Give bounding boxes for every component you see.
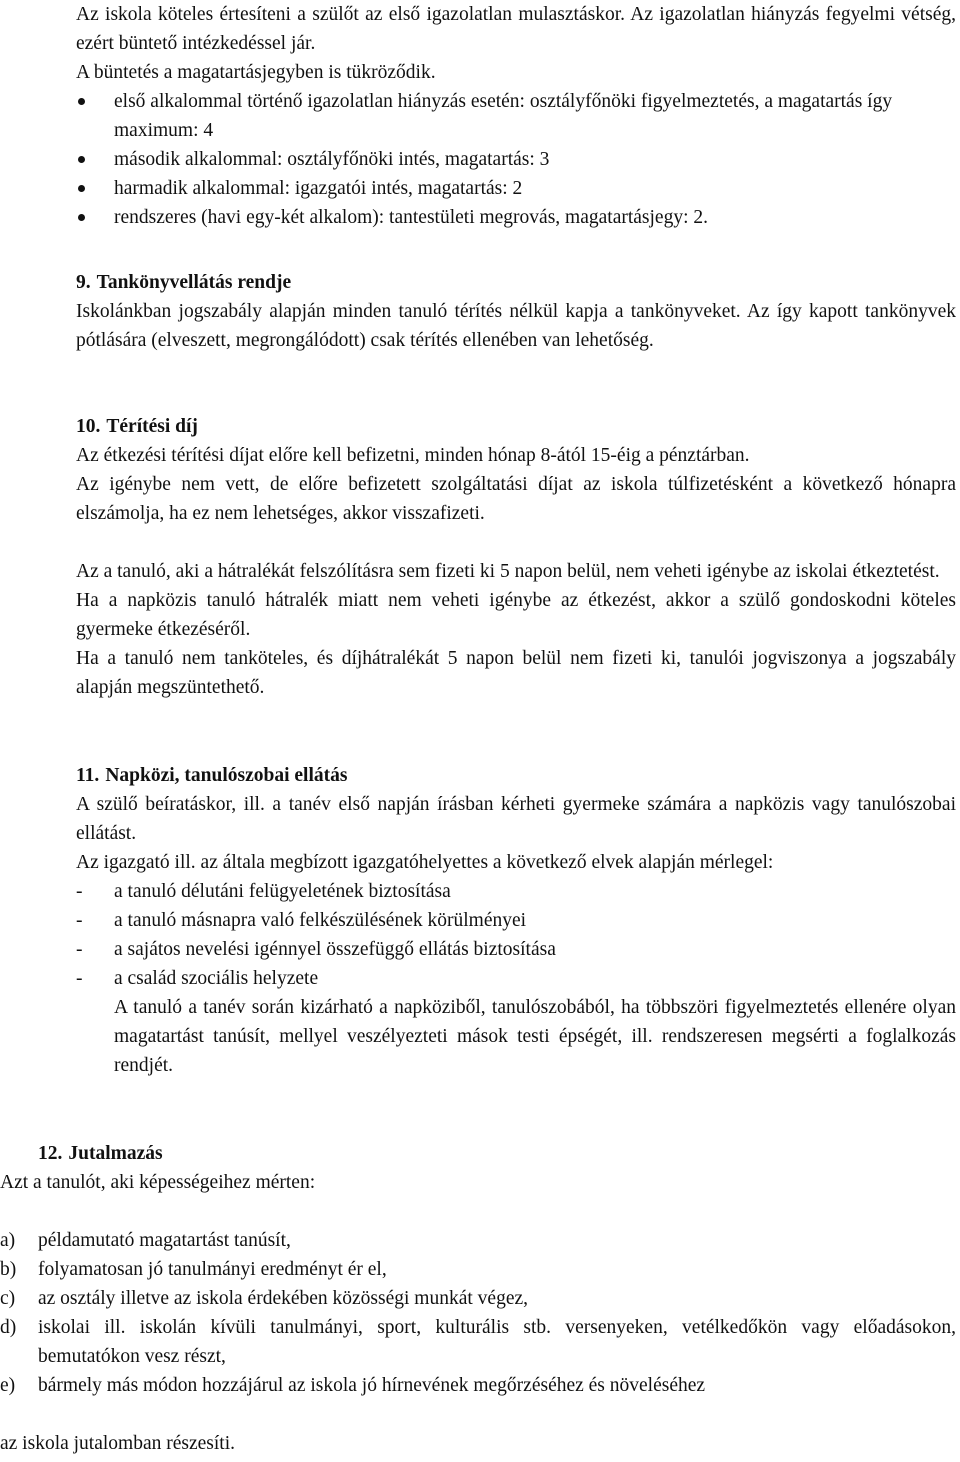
section-heading: 10. Térítési díj <box>76 416 198 437</box>
criteria-list <box>76 877 956 993</box>
list-item: d) iskolai ill. iskolán kívüli tanulmányi, sport, kulturális stb. versenyeken, vetélkedőkön vagy előadásokon, bemutatókon vesz részt, <box>0 1317 956 1367</box>
intro-paragraph-2: A büntetés a magatartásjegyben is tükröződik. <box>76 62 436 83</box>
list-item: - a tanuló délutáni felügyeletének biztosítása <box>76 881 451 902</box>
section-text: Az igazgató ill. az általa megbízott igazgatóhelyettes a következő elvek alapján mérlegel: <box>76 852 774 873</box>
bullet-icon <box>78 214 85 221</box>
section-heading: 11. Napközi, tanulószobai ellátás <box>76 765 348 786</box>
section-text: Azt a tanulót, aki képességeihez mérten: <box>0 1172 316 1193</box>
list-item: - a sajátos nevelési igénnyel összefüggő ellátás biztosítása <box>76 939 556 960</box>
section-text: Iskolánkban jogszabály alapján minden tanuló térítés nélkül kapja a tankönyveket. Az így kapott tankönyvek pótlására (elveszett, megrongálódott) csak térítés ellenében van lehetőség. <box>76 301 956 351</box>
bullet-icon <box>78 185 85 192</box>
section-text: A szülő beíratáskor, ill. a tanév első napján írásban kérheti gyermeke számára a napközis vagy tanulószobai ellátást. <box>76 794 956 844</box>
intro-block <box>76 0 956 87</box>
bullet-icon <box>78 98 85 105</box>
section-heading: 9. Tankönyvellátás rendje <box>76 272 292 293</box>
section-text: A tanuló a tanév során kizárható a napköziből, tanulószobából, ha többszöri figyelmeztetés ellenére olyan magatartást tanúsít, mellyel veszélyezteti mások testi épségét, ill. rendszeresen megsérti a foglalkozás rendjét. <box>114 997 956 1076</box>
section-text: az iskola jutalomban részesíti. <box>0 1433 236 1454</box>
list-item: c) az osztály illetve az iskola érdekében közösségi munkát végez, <box>0 1288 529 1309</box>
section-12 <box>0 1139 956 1458</box>
list-item: - a tanuló másnapra való felkészülésének körülményei <box>76 910 527 931</box>
section-text: Az igénybe nem vett, de előre befizetett szolgáltatási díjat az iskola túlfizetésként a következő hónapra elszámolja, ha ez nem lehetséges, akkor visszafizeti. <box>76 474 956 524</box>
list-item: rendszeres (havi egy-két alkalom): tantestületi megrovás, magatartásjegy: 2. <box>76 203 956 232</box>
section-heading: 12. Jutalmazás <box>38 1143 163 1164</box>
section-text: Ha a tanuló nem tanköteles, és díjhátralékát 5 napon belül nem fizeti ki, tanulói jogviszonya a jogszabály alapján megszüntethető. <box>76 648 956 698</box>
punishment-list <box>76 87 956 232</box>
reward-criteria-list <box>0 1226 956 1400</box>
list-item: - a család szociális helyzete <box>76 968 319 989</box>
list-item: második alkalommal: osztályfőnöki intés, magatartás: 3 <box>76 145 956 174</box>
list-item: e) bármely más módon hozzájárul az iskola jó hírnevének megőrzéséhez és növeléséhez <box>0 1375 706 1396</box>
section-text: Az a tanuló, aki a hátralékát felszólításra sem fizeti ki 5 napon belül, nem veheti igénybe az iskolai étkeztetést. <box>76 561 940 582</box>
bullet-icon <box>78 156 85 163</box>
list-item: első alkalommal történő igazolatlan hiányzás esetén: osztályfőnöki figyelmeztetés, a magatartás így maximum: 4 <box>76 87 956 145</box>
section-9 <box>76 268 956 355</box>
section-11 <box>76 761 956 1080</box>
list-item: harmadik alkalommal: igazgatói intés, magatartás: 2 <box>76 174 956 203</box>
intro-paragraph: Az iskola köteles értesíteni a szülőt az első igazolatlan mulasztáskor. Az igazolatlan hiányzás fegyelmi vétség, ezért büntető intézkedéssel jár. <box>76 4 956 54</box>
list-item: a) példamutató magatartást tanúsít, <box>0 1230 291 1251</box>
section-text: Ha a napközis tanuló hátralék miatt nem veheti igénybe az étkezést, akkor a szülő gondoskodni köteles gyermeke étkezéséről. <box>76 590 956 640</box>
section-text: Az étkezési térítési díjat előre kell befizetni, minden hónap 8-ától 15-éig a pénztárban. <box>76 445 750 466</box>
section-10 <box>76 412 956 702</box>
list-item: b) folyamatosan jó tanulmányi eredményt ér el, <box>0 1259 387 1280</box>
